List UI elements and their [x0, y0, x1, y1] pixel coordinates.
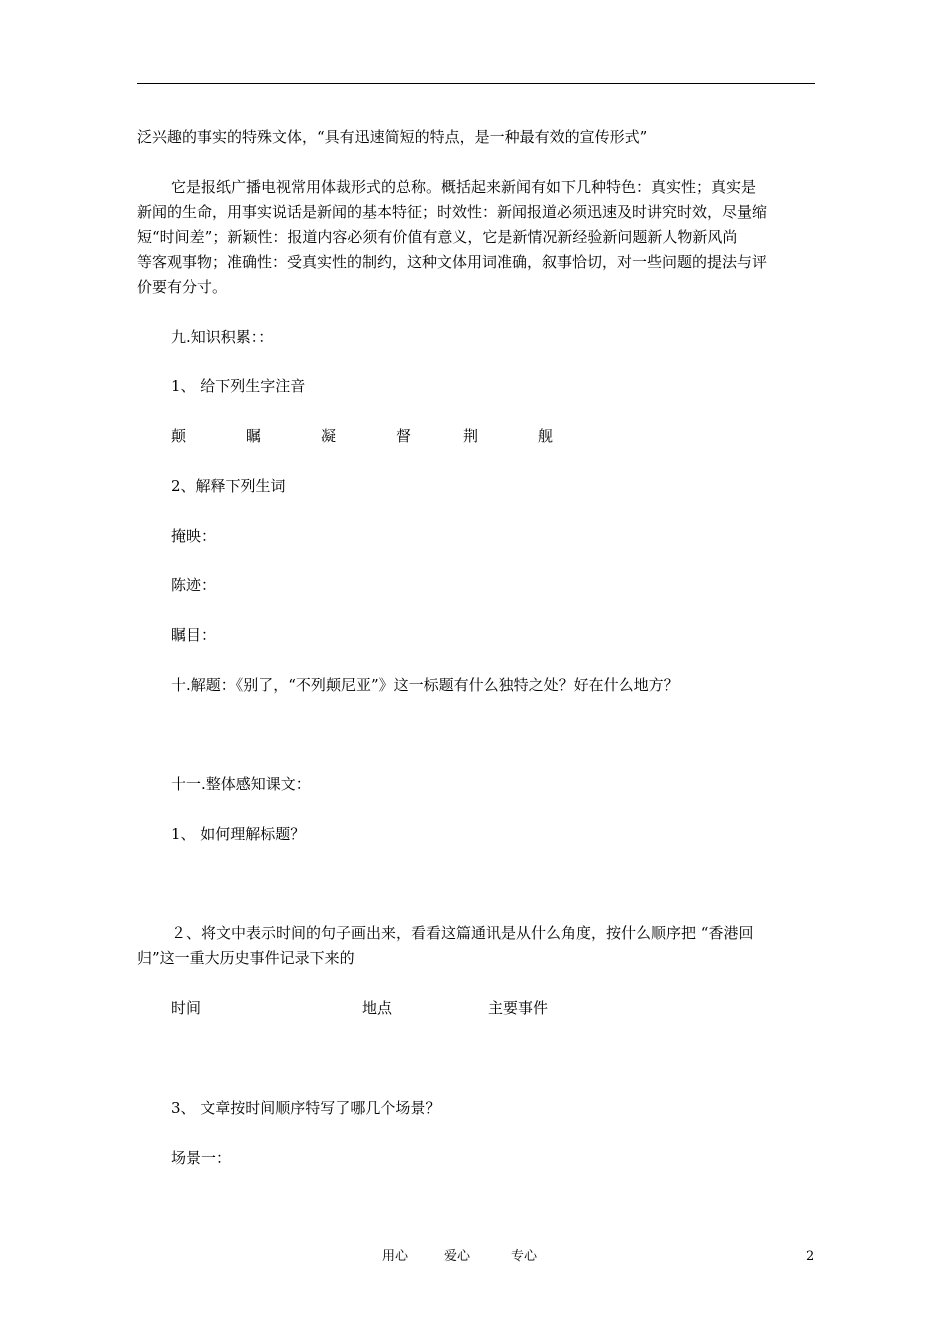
character-item: 凝 [321, 427, 337, 445]
character-item: 颠 [171, 427, 187, 445]
character-item: 舰 [538, 427, 554, 445]
news-paragraph-line-1: 它是报纸广播电视常用体裁形式的总称。概括起来新闻有如下几种特色：真实性；真实是 [171, 178, 757, 196]
section-11-question-3: 3、 文章按时间顺序特写了哪几个场景？ [171, 1099, 441, 1117]
section-10-heading: 十.解题：《别了，“不列颠尼亚”》这一标题有什么独特之处？好在什么地方？ [171, 676, 679, 694]
news-paragraph-line-5: 价要有分寸。 [137, 278, 228, 296]
footer-motto-item: 用心 [382, 1249, 409, 1264]
section-11-question-2-line-1: ２、将文中表示时间的句子画出来，看看这篇通讯是从什么角度，按什么顺序把 “香港回 [171, 924, 754, 942]
section-9-question-1: 1、 给下列生字注音 [171, 377, 306, 395]
table-header-time: 时间 [171, 999, 202, 1017]
news-paragraph-line-3: 短“时间差”；新颖性：报道内容必须有价值有意义，它是新情况新经验新问题新人物新风尚 [137, 228, 738, 246]
term-item: 陈迹： [171, 576, 217, 594]
news-paragraph-line-4: 等客观事物；准确性：受真实性的制约，这种文体用词准确，叙事恰切，对一些问题的提法与评 [137, 253, 768, 271]
character-item: 瞩 [246, 427, 262, 445]
footer-motto-item: 爱心 [444, 1249, 471, 1264]
section-9-question-2: 2、解释下列生词 [171, 477, 286, 495]
character-item: 荆 [463, 427, 479, 445]
page-number: 2 [806, 1249, 815, 1264]
character-item: 督 [396, 427, 412, 445]
term-item: 瞩目： [171, 626, 217, 644]
section-11-question-2-line-2: 归”这一重大历史事件记录下来的 [137, 949, 355, 967]
term-item: 掩映： [171, 527, 217, 545]
scene-1-label: 场景一： [171, 1149, 232, 1167]
intro-line: 泛兴趣的事实的特殊文体，“具有迅速简短的特点，是一种最有效的宣传形式” [137, 128, 648, 146]
table-header-event: 主要事件 [488, 999, 549, 1017]
section-11-heading: 十一.整体感知课文： [171, 775, 311, 793]
section-11-question-1: 1、 如何理解标题？ [171, 825, 306, 843]
news-paragraph-line-2: 新闻的生命，用事实说话是新闻的基本特征；时效性：新闻报道必须迅速及时讲究时效，尽量缩 [137, 203, 768, 221]
section-9-heading: 九.知识积累：： [171, 328, 274, 346]
footer-motto-item: 专心 [511, 1249, 538, 1264]
header-rule [137, 83, 815, 84]
table-header-place: 地点 [362, 999, 393, 1017]
